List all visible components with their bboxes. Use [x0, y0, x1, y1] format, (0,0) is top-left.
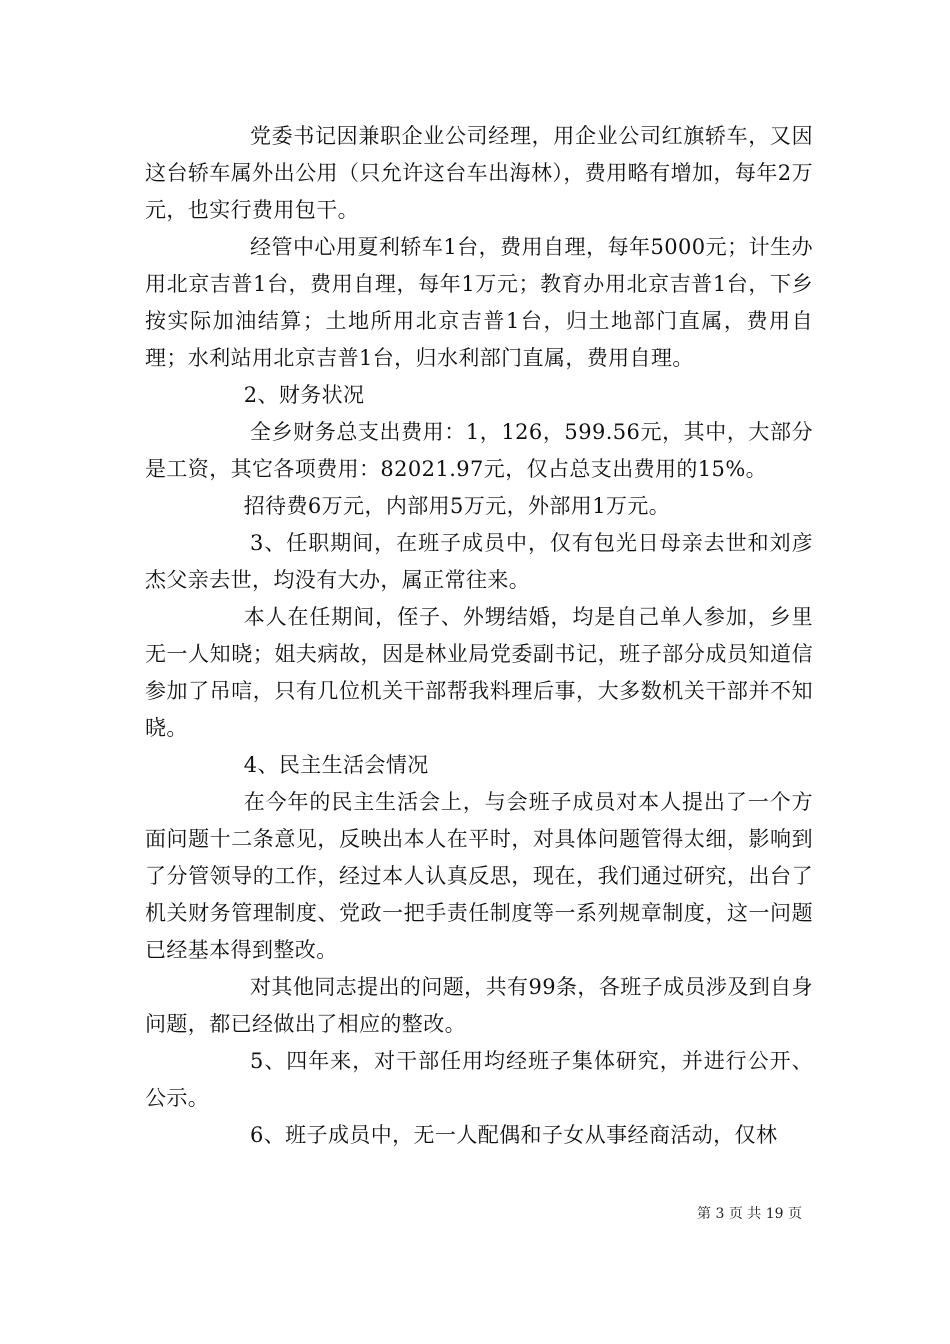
paragraph-personal-events: 本人在任期间，侄子、外甥结婚，均是自己单人参加，乡里无一人知晓；姐夫病故，因是林业局党委副书记，班子部分成员知道信参加了吊唁，只有几位机关干部帮我料理后事，大多数机关干部并不知晓。 [145, 605, 813, 740]
paragraph-hospitality-fee: 招待费6万元，内部用5万元，外部用1万元。 [243, 494, 671, 518]
document-body [145, 118, 813, 1154]
paragraph-democratic-meeting: 在今年的民主生活会上，与会班子成员对本人提出了一个方面问题十二条意见，反映出本人在平时，对具体问题管得太细，影响到了分管领导的工作，经过本人认真反思，现在，我们通过研究，出台了机关财务管理制度、党政一把手责任制度等一系列规章制度，这一问题已经基本得到整改。 [145, 790, 813, 962]
paragraph-total-expenditure: 全乡财务总支出费用：1，126，599.56元，其中，大部分是工资，其它各项费用：82021.97元，仅占总支出费用的15%。 [145, 420, 813, 481]
paragraph-business-activities: 6、班子成员中，无一人配偶和子女从事经商活动，仅林 [250, 1123, 778, 1147]
section-heading-finance: 2、财务状况 [243, 383, 365, 407]
paragraph-tenure-funerals: 3、任职期间，在班子成员中，仅有包光日母亲去世和刘彦杰父亲去世，均没有大办，属正常往来。 [145, 531, 813, 592]
section-heading-democratic-meeting: 4、民主生活会情况 [243, 753, 429, 777]
paragraph-vehicle-usage: 经管中心用夏利轿车1台，费用自理，每年5000元；计生办用北京吉普1台，费用自理，每年1万元；教育办用北京吉普1台，下乡按实际加油结算；土地所用北京吉普1台，归土地部门直属，费用自理；水利站用北京吉普1台，归水利部门直属，费用自理。 [145, 235, 813, 370]
paragraph-other-issues: 对其他同志提出的问题，共有99条，各班子成员涉及到自身问题，都已经做出了相应的整改。 [145, 975, 813, 1036]
paragraph-party-secretary-car: 党委书记因兼职企业公司经理，用企业公司红旗轿车，又因这台轿车属外出公用（只允许这台车出海林），费用略有增加，每年2万元，也实行费用包干。 [145, 124, 813, 222]
paragraph-cadre-appointment: 5、四年来，对干部任用均经班子集体研究，并进行公开、公示。 [145, 1049, 813, 1110]
page-number-footer: 第 3 页 共 19 页 [697, 1206, 802, 1222]
